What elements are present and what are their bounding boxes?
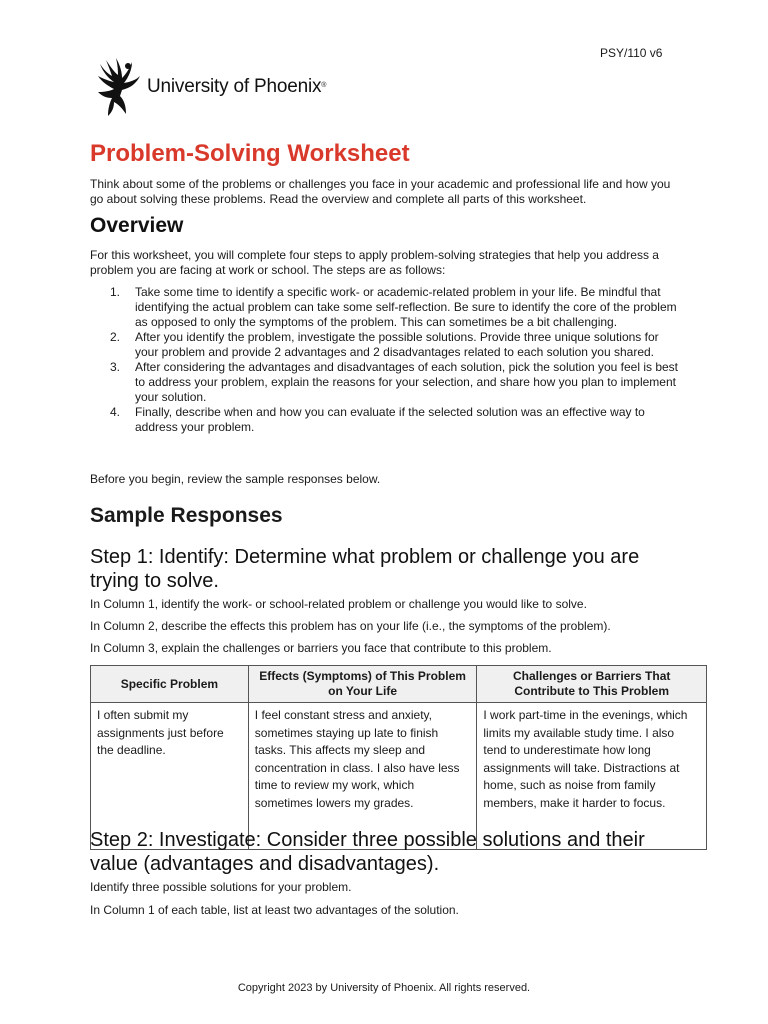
- table-cell: I feel constant stress and anxiety, sometimes staying up late to finish tasks. This affects my sleep and concentration in class. I also have less time to review my work, which sometimes lowers my grades.: [248, 703, 477, 850]
- step1-heading: Step 1: Identify: Determine what problem or challenge you are trying to solve.: [90, 546, 640, 592]
- column-header: Effects (Symptoms) of This Problem on Your Life: [248, 666, 477, 703]
- list-item: 4. Finally, describe when and how you can evaluate if the selected solution was an effective way to address your problem.: [110, 405, 645, 434]
- column2-instruction: In Column 2, describe the effects this problem has on your life (i.e., the symptoms of the problem).: [90, 619, 611, 633]
- list-item: 1. Take some time to identify a specific work- or academic-related problem in your life. Be mindful that identifying the actual problem can take some self-reflection. Be sure to identify the core of the problem as opposed to only the symptoms of the problem. This can sometimes be a bit challenging.: [110, 285, 677, 329]
- column1-instruction: In Column 1, identify the work- or school-related problem or challenge you would like to solve.: [90, 597, 587, 611]
- course-code: PSY/110 v6: [600, 46, 663, 60]
- step2-instruction: Identify three possible solutions for your problem.: [90, 880, 352, 894]
- overview-heading: Overview: [90, 214, 184, 237]
- column3-instruction: In Column 3, explain the challenges or barriers you face that contribute to this problem.: [90, 641, 552, 655]
- overview-paragraph: For this worksheet, you will complete four steps to apply problem-solving strategies that help you address a problem you are facing at work or school. The steps are as follows:: [90, 248, 659, 277]
- page-title: Problem-Solving Worksheet: [90, 140, 410, 167]
- table-cell: I work part-time in the evenings, which limits my available study time. I also tend to underestimate how long assignments will take. Distractions at home, such as noise from family members, make it harder to focus.: [477, 703, 707, 850]
- step2-instruction: In Column 1 of each table, list at least two advantages of the solution.: [90, 903, 459, 917]
- university-name: University of Phoenix®: [147, 76, 327, 97]
- steps-list: [110, 285, 684, 435]
- footer-copyright: Copyright 2023 by University of Phoenix. All rights reserved.: [237, 982, 531, 994]
- intro-paragraph: Think about some of the problems or challenges you face in your academic and professional life and how you go about solving these problems. Read the overview and complete all parts of this worksheet.: [90, 177, 671, 206]
- step2-heading: Step 2: Investigate: Consider three possible solutions and their value (advantages and disadvantages).: [90, 829, 645, 875]
- column-header: Specific Problem: [91, 666, 249, 703]
- sample-heading: Sample Responses: [90, 504, 283, 527]
- phoenix-icon: [90, 56, 144, 118]
- sample-table: [90, 665, 707, 850]
- before-note: Before you begin, review the sample responses below.: [90, 472, 381, 486]
- list-item: 3. After considering the advantages and disadvantages of each solution, pick the solution you feel is best to address your problem, explain the reasons for your selection, and share how you plan to implement your solution.: [110, 360, 679, 404]
- university-logo: [90, 56, 326, 118]
- table-header-row: [91, 666, 707, 703]
- column-header: Challenges or Barriers That Contribute to This Problem: [477, 666, 707, 703]
- table-cell: I often submit my assignments just before the deadline.: [91, 703, 249, 850]
- list-item: 2. After you identify the problem, investigate the possible solutions. Provide three unique solutions for your problem and provide 2 advantages and 2 disadvantages related to each solution you shared.: [110, 330, 659, 359]
